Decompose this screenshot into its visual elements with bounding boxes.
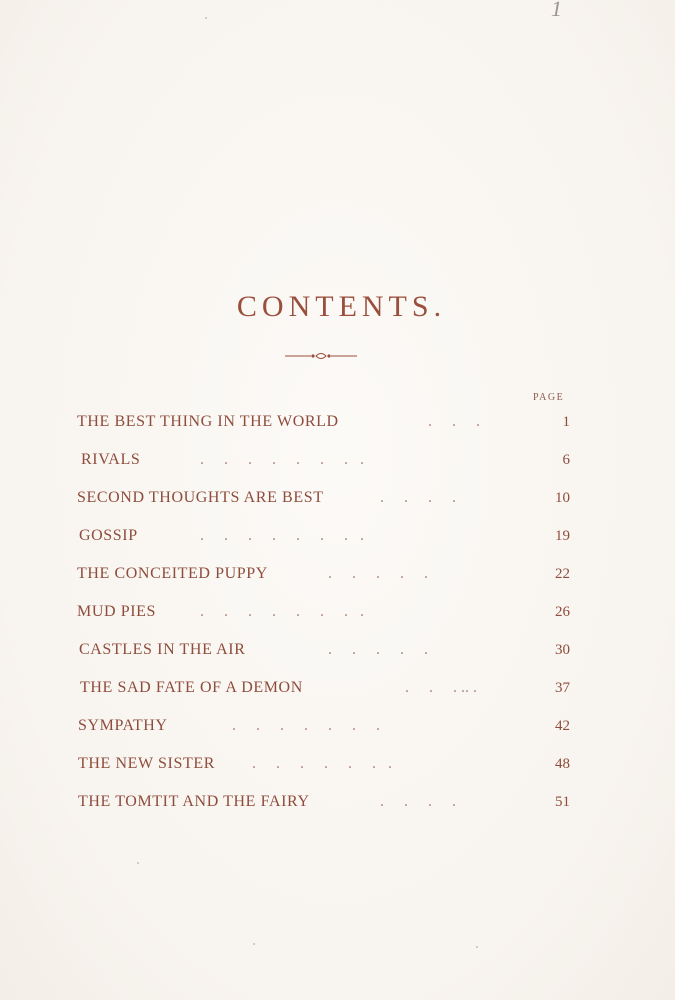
contents-entry [0, 793, 675, 817]
dot-leader: . . . . . . . [232, 717, 380, 734]
entry-page-number: 19 [555, 528, 570, 544]
entry-page-number: 37 [555, 680, 570, 696]
entry-page-number: 30 [555, 642, 570, 658]
entry-page-number: 22 [555, 566, 570, 582]
dot-leader: . . . . . [328, 641, 428, 658]
entry-title: RIVALS [81, 451, 141, 468]
entry-page-number: 42 [555, 718, 570, 734]
contents-entry [0, 413, 675, 437]
contents-entry [0, 489, 675, 513]
entry-title: MUD PIES [77, 603, 157, 620]
entry-title: CASTLES IN THE AIR [79, 641, 246, 658]
page-title: CONTENTS. [236, 290, 447, 323]
entry-title: THE BEST THING IN THE WORLD [77, 413, 339, 430]
paper-speck [476, 946, 478, 948]
dot-leader: . . . . . . . [252, 755, 392, 772]
pencil-page-mark: 1 [551, 0, 562, 21]
entry-title: SECOND THOUGHTS ARE BEST [77, 489, 324, 506]
dot-leader: . . . . . . . . [200, 603, 364, 620]
entry-page-number: 26 [555, 604, 570, 620]
dot-leader: . . . . . . . . [200, 527, 364, 544]
entry-page-number: 48 [555, 756, 570, 772]
entry-page-number: 10 [555, 490, 570, 506]
dot-leader: . . . . . [328, 565, 428, 582]
entry-title: SYMPATHY [78, 717, 168, 734]
entry-title: THE SAD FATE OF A DEMON [80, 679, 303, 696]
entry-title: GOSSIP [79, 527, 138, 544]
dot-leader: . . . .. . [405, 679, 477, 696]
contents-entry [0, 603, 675, 627]
ornament-divider-icon [285, 350, 357, 362]
dot-leader: . . . . [380, 793, 456, 810]
paper-speck [137, 862, 139, 864]
entry-title: THE CONCEITED PUPPY [77, 565, 268, 582]
dot-leader: . . . . [380, 489, 456, 506]
entry-page-number: 51 [555, 794, 570, 810]
contents-entry [0, 755, 675, 779]
contents-entry [0, 527, 675, 551]
page-column-header: PAGE [533, 392, 565, 403]
entry-title: THE NEW SISTER [78, 755, 215, 772]
dot-leader: . . . [428, 413, 480, 430]
entry-page-number: 6 [562, 452, 570, 468]
contents-entry [0, 641, 675, 665]
paper-speck [253, 943, 255, 945]
paper-speck [205, 17, 207, 19]
entry-page-number: 1 [562, 414, 570, 430]
contents-entry [0, 565, 675, 589]
entry-title: THE TOMTIT AND THE FAIRY [78, 793, 310, 810]
dot-leader: . . . . . . . . [200, 451, 364, 468]
contents-entry [0, 451, 675, 475]
contents-entry [0, 717, 675, 741]
contents-entry [0, 679, 675, 703]
